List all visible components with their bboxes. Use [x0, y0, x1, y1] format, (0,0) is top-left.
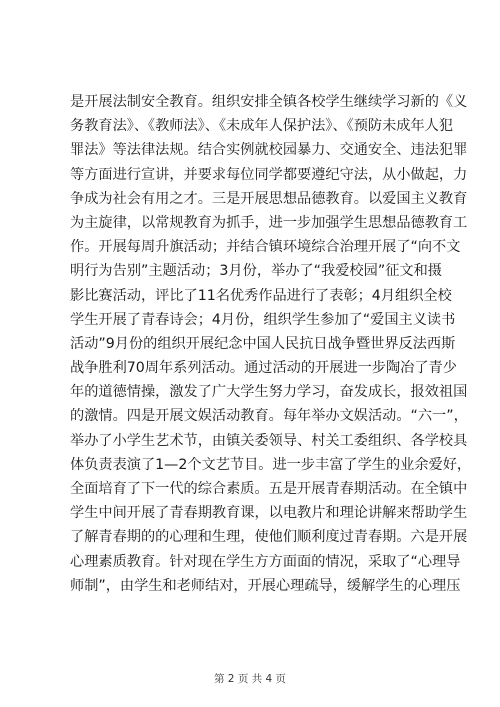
page-number-footer: 第 2 页 共 4 页	[213, 673, 287, 685]
body-text	[70, 90, 472, 598]
text-line: 学生中间开展了青春期教育课，以电教片和理论讲解来帮助学生	[70, 505, 468, 522]
text-line: 举办了小学生艺术节，由镇关委领导、村关工委组织、各学校具	[70, 432, 468, 449]
text-line: 罪法》等法律法规。结合实例就校园暴力、交通安全、违法犯罪	[70, 142, 468, 159]
text-line: 争成为社会有用之才。三是开展思想品德教育。以爱国主义教育	[70, 190, 468, 207]
text-line: 明行为告别”主题活动；3月份，举办了“我爱校园”征文和摄	[70, 263, 442, 280]
text-line: 等方面进行宣讲，并要求每位同学都要遵纪守法，从小做起，力	[70, 166, 468, 183]
text-line: 师制”，由学生和老师结对，开展心理疏导，缓解学生的心理压	[70, 577, 461, 594]
text-line: 全面培育了下一代的综合素质。五是开展青春期活动。在全镇中	[70, 481, 468, 497]
text-line: 务教育法》、《教师法》、《未成年人保护法》、《预防未成年人犯	[70, 118, 454, 135]
text-line: 作。开展每周升旗活动；并结合镇环境综合治理开展了“向不文	[70, 239, 461, 256]
text-line: 是开展法制安全教育。组织安排全镇各校学生继续学习新的《义	[70, 94, 468, 110]
text-line: 年的道德情操，激发了广大学生努力学习，奋发成长，报效祖国	[70, 384, 468, 401]
text-line: 学生开展了青春诗会；4月份，组织学生参加了“爱国主义读书	[70, 311, 456, 328]
text-line: 战争胜利70周年系列活动。通过活动的开展进一步陶冶了青少	[70, 360, 457, 377]
text-line: 活动”9月份的组织开展纪念中国人民抗日战争暨世界反法西斯	[70, 335, 456, 352]
text-line: 体负责表演了1—2个文艺节目。进一步丰富了学生的业余爱好，	[70, 456, 472, 473]
text-line: 了解青春期的的心理和生理，使他们顺利度过青春期。六是开展	[70, 529, 468, 546]
text-line: 影比赛活动，评比了11名优秀作品进行了表彰；4月组织全校	[70, 287, 452, 304]
text-line: 的激情。四是开展文娱活动教育。每年举办文娱活动。“六一”，	[70, 408, 468, 425]
text-line: 心理素质教育。针对现在学生方方面面的情况，采取了“心理导	[70, 553, 461, 570]
text-line: 为主旋律，以常规教育为抓手，进一步加强学生思想品德教育工	[70, 214, 468, 231]
